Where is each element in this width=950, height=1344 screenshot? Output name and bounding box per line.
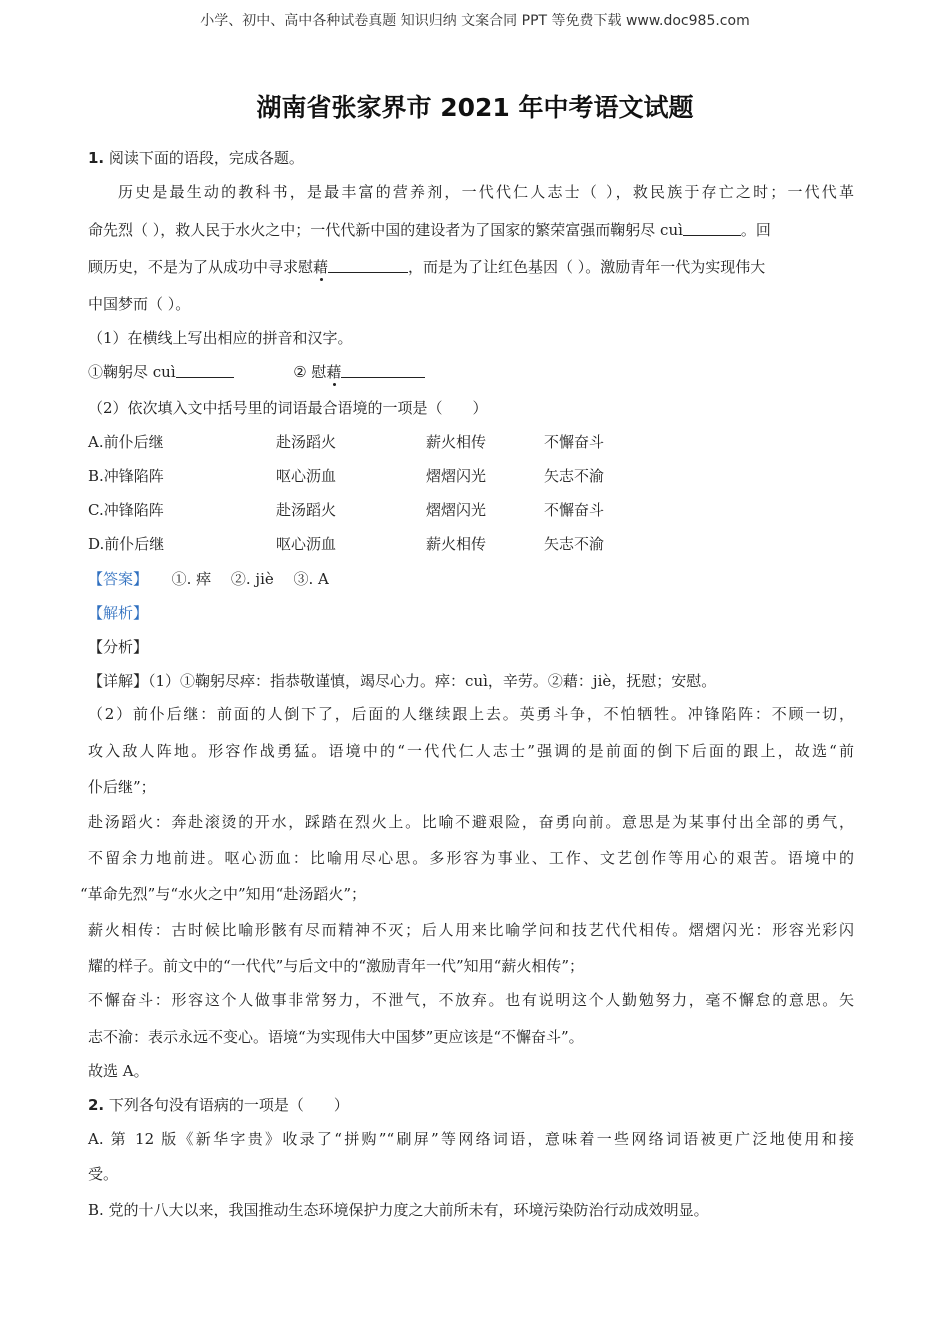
- q2-number: 2.: [88, 1096, 105, 1114]
- passage-text-3b: ，而是为了让红色基因（ ）。激励青年一代为实现伟大: [408, 258, 766, 276]
- q2-option-b: B. 党的十八大以来，我国推动生态环境保护力度之大前所未有，环境污染防治行动成效明显。: [88, 1201, 709, 1219]
- option-d-col1: D.前仆后继: [88, 535, 165, 553]
- q1-prompt: [88, 148, 304, 168]
- sub1-item-1: ①鞠躬尽 cuì: [88, 363, 176, 381]
- detail-line-6: [88, 848, 854, 868]
- detail-line-5: [88, 812, 854, 832]
- detail-text-3: 攻入敌人阵地。形容作战勇猛。语境中的“一代代仁人志士”强调的是前面的倒下后面的跟上，故选“前: [88, 742, 854, 760]
- page-header-banner: 小学、初中、高中各种试卷真题 知识归纳 文案合同 PPT 等免费下载 www.doc985.com: [200, 13, 750, 29]
- q1-number: 1.: [88, 149, 105, 167]
- detail-text-10: 不懈奋斗：形容这个人做事非常努力，不泄气，不放弃。也有说明这个人勤勉努力，毫不懈怠的意思。矢: [88, 991, 854, 1009]
- analysis-label: 【解析】: [88, 604, 149, 622]
- detail-line-8: [88, 920, 854, 940]
- option-b-col2: 呕心沥血: [276, 467, 337, 485]
- detail-text-5: 赴汤蹈火：奔赴滚烫的开水，踩踏在烈火上。比喻不避艰险，奋勇向前。意思是为某事付出全部的勇气，: [88, 813, 854, 831]
- passage-line-4: 中国梦而（ ）。: [88, 295, 191, 313]
- answer-label: 【答案】: [88, 570, 149, 588]
- q2-option-a-text: A. 第 12 版《新华字贵》收录了“拼购”“刷屏”等网络词语，意味着一些网络词语被更广泛地使用和接: [88, 1130, 854, 1148]
- detail-text-6: 不留余力地前进。呕心沥血：比喻用尽心思。多形容为事业、工作、文艺创作等用心的艰苦。语境中的: [88, 849, 854, 867]
- option-a-col4: 不懈奋斗: [544, 433, 605, 451]
- blank-jie: [328, 258, 408, 273]
- detail-text-2: （2）前仆后继：前面的人倒下了，后面的人继续跟上去。英勇斗争，不怕牺牲。冲锋陷阵：不顾一切，: [88, 705, 854, 723]
- q1-sub2: （2）依次填入文中括号里的词语最合语境的一项是（ ）: [88, 399, 488, 417]
- detail-line-4: 仆后继”；: [88, 778, 156, 796]
- passage-text-2: 命先烈（ ），救人民于水火之中；一代代新中国的建设者为了国家的繁荣富强而鞠躬尽 cuì: [88, 221, 683, 239]
- q1-sub1-items: [88, 362, 425, 382]
- sub1-item-2: ② 慰: [293, 363, 327, 381]
- page-title: 湖南省张家界市 2021 年中考语文试题: [256, 93, 694, 122]
- detail-line-1: [88, 671, 716, 691]
- detail-label: 【详解】: [88, 672, 149, 690]
- blank-cui: [683, 221, 741, 236]
- option-c-col2: 赴汤蹈火: [276, 501, 337, 519]
- option-d-col3: 薪火相传: [426, 535, 487, 553]
- dotted-char-jie: 藉: [313, 258, 329, 276]
- option-d-col2: 呕心沥血: [276, 535, 337, 553]
- answer-line: [88, 569, 329, 589]
- sub1-dotted-char: 藉: [326, 363, 342, 381]
- option-b-col1: B.冲锋陷阵: [88, 467, 164, 485]
- option-d-col4: 矢志不渝: [544, 535, 605, 553]
- passage-line-3: [88, 257, 765, 277]
- answer-blank-1[interactable]: [176, 363, 234, 378]
- passage-text-3a: 顾历史，不是为了从成功中寻求慰: [88, 258, 314, 276]
- detail-line-12: 故选 A。: [88, 1062, 149, 1080]
- detail-line-11: 志不渝：表示永远不变心。语境“为实现伟大中国梦”更应该是“不懈奋斗”。: [88, 1028, 584, 1046]
- passage-text-1: 历史是最生动的教科书，是最丰富的营养剂，一代代仁人志士（ ），救民族于存亡之时；一代代革: [118, 183, 854, 201]
- option-b-col4: 矢志不渝: [544, 467, 605, 485]
- q2-option-a-line-2: 受。: [88, 1165, 119, 1183]
- detail-line-9: 耀的样子。前文中的“一代代”与后文中的“激励青年一代”知用“薪火相传”；: [88, 957, 585, 975]
- answer-text: ①. 瘁 ②. jiè ③. A: [171, 570, 329, 588]
- option-a-col1: A.前仆后继: [88, 433, 164, 451]
- answer-blank-2[interactable]: [341, 363, 425, 378]
- option-a-col3: 薪火相传: [426, 433, 487, 451]
- detail-line-3: [88, 741, 854, 761]
- detail-line-7: “革命先烈”与“水火之中”知用“赴汤蹈火”；: [80, 885, 367, 903]
- detail-text-1: （1）①鞠躬尽瘁：指恭敬谨慎，竭尽心力。瘁：cuì，辛劳。②藉：jiè，抚慰；安慰。: [148, 672, 717, 690]
- q2-option-a-line-1: [88, 1129, 854, 1149]
- q2-prompt: [88, 1095, 349, 1115]
- fenxi-label: 【分析】: [88, 638, 149, 656]
- option-c-col3: 熠熠闪光: [426, 501, 487, 519]
- q1-prompt-text: 阅读下面的语段，完成各题。: [108, 149, 304, 167]
- option-c-col1: C.冲锋陷阵: [88, 501, 164, 519]
- passage-text-2b: 。回: [740, 221, 771, 239]
- detail-line-10: [88, 990, 854, 1010]
- option-b-col3: 熠熠闪光: [426, 467, 487, 485]
- passage-line-2: [88, 220, 771, 240]
- detail-text-8: 薪火相传：古时候比喻形骸有尽而精神不灭；后人用来比喻学问和技艺代代相传。熠熠闪光：形容光彩闪: [88, 921, 854, 939]
- option-c-col4: 不懈奋斗: [544, 501, 605, 519]
- q1-sub1: （1）在横线上写出相应的拼音和汉字。: [88, 329, 353, 347]
- q2-prompt-text: 下列各句没有语病的一项是（ ）: [108, 1096, 349, 1114]
- option-a-col2: 赴汤蹈火: [276, 433, 337, 451]
- passage-line-1: [118, 182, 854, 202]
- detail-line-2: [88, 704, 854, 724]
